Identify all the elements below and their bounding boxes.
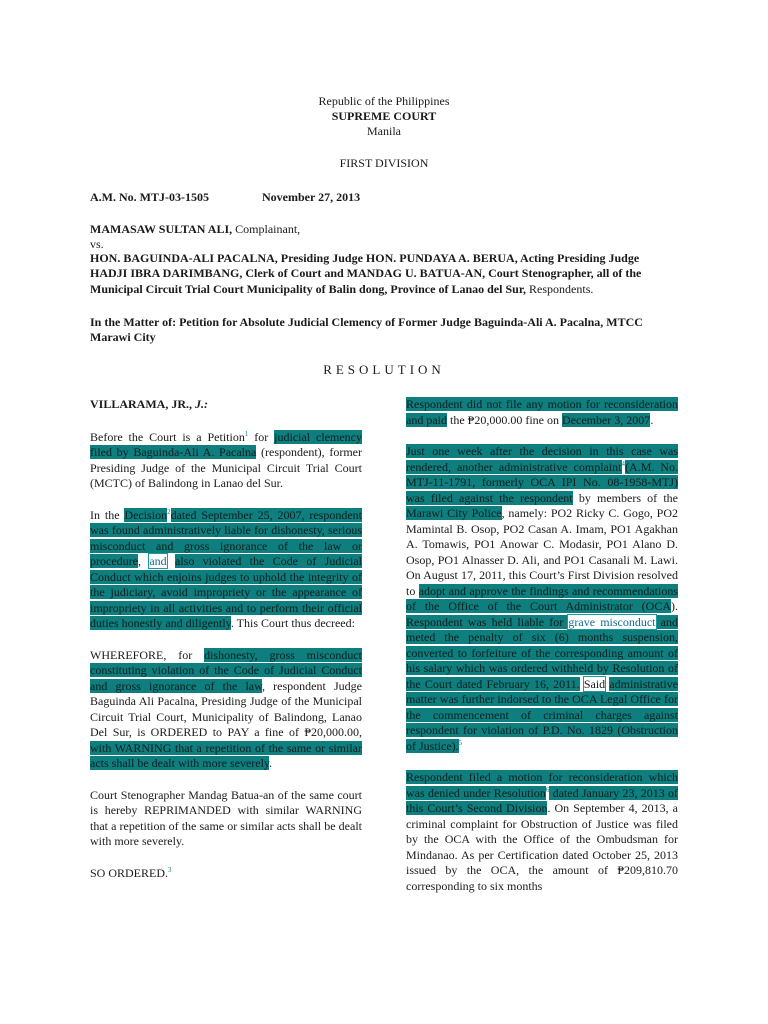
highlight: Respondent was held liable for [406,614,569,629]
versus: vs. [90,237,104,251]
text-segment: , [137,554,150,568]
text-segment: Before the Court is a Petition [90,429,245,444]
text-segment: ). [671,599,678,613]
text-segment [167,554,175,568]
highlight: Decision [124,507,168,522]
ponente-name: VILLARAMA, JR., [90,397,192,411]
text-segment: In the [90,507,125,522]
respondents-line-2: HADJI IBRA DARIMBANG, Clerk of Court and MANDAG U. BATUA-AN, Court Stenographer, all of the [90,266,642,280]
highlight-outlined: grave misconduct [568,614,656,629]
highlight-outlined: Said [583,676,606,691]
case-date: November 27, 2013 [262,190,361,204]
text-segment: . This Court thus decreed: [230,616,355,630]
highlight: dated September 25, 2007, respondent was found administratively liable for dishonesty, serious misconduct and gross ignorance of the law or procedure [90,507,362,568]
footnote-ref[interactable]: 2 [167,507,171,516]
respondents-role: Respondents. [526,282,594,296]
ponente-suffix: J.: [195,397,208,411]
division-line: FIRST DIVISION [339,156,429,170]
city-line: Manila [367,124,401,138]
text-segment: . [650,412,654,427]
right-column [406,397,678,910]
highlight: Respondent did not file any motion for reconsideration and paid [406,397,678,427]
ponente [90,397,362,413]
highlight: dated January 23, 2013 of this Court’s Second Division [406,785,678,815]
highlight: with WARNING that a repetition of the same or similar acts shall be dealt with more severely [90,740,362,770]
footnote-ref[interactable]: 5 [458,738,463,747]
complainant-role: Complainant, [232,222,301,236]
complainant [90,222,300,238]
matter-line-1: In the Matter of: Petition for Absolute Judicial Clemency of Former Judge Baguinda-Ali A. Pacalna, MTCC [90,315,643,329]
paragraph-reprimand: Court Stenographer Mandag Batua-an of the same court is hereby REPRIMANDED with similar WARNING that a repetition of the same or similar acts shall be dealt with more severely. [90,787,362,848]
respondents-line-3 [90,282,593,298]
highlight: adopt and approve the findings and recommendations of the Office of the Court Administrator (OCA [406,583,678,613]
highlight: and meted the penalty of six (6) months suspension, converted to forfeiture of the corresponding amount of his salary which was ordered withheld by Resolution of the Court dated February 16, 2011. [406,614,678,691]
respondents-municipality: Municipal Circuit Trial Court Municipality of Balin dong, Province of Lanao del Sur, [90,282,527,296]
text-segment: . [269,756,273,770]
text-segment: , namely: PO2 Ricky C. Gogo, PO2 Mamintal B. Osop, PO2 Casan A. Imam, PO1 Agakhan A. Tomawis, PO1 Anowar C. Modasir, PO1 Alano D. Osop, PO1 Alnasser D. Ali, and PO1 Casanali M. Lawi. On August 17, 2011, this Court’s First Division resolved to [406,506,679,598]
footnote-ref[interactable]: 3 [168,865,172,874]
highlight: Just one week after the decision in this case was rendered, another administrative complaint [406,444,678,474]
case-number: A.M. No. MTJ-03-1505 [90,190,209,204]
matter-line-2: Marawi City [90,330,156,344]
highlight-outlined: and [149,554,167,568]
paragraph-wherefore [90,648,362,772]
highlight: also violated the Code of Judicial Conduct which enjoins judges to uphold the integrity of the judiciary, avoid impropriety or the appearance of impropriety in all activities and to perform their official duties honestly and diligently [90,554,363,630]
court-name: SUPREME COURT [331,109,437,123]
paragraph-so-ordered [90,866,362,882]
footnote-ref[interactable]: 1 [244,429,249,438]
text-segment: WHEREFORE, for [90,647,205,662]
resolution-title: RESOLUTION [323,362,445,377]
complainant-name: MAMASAW SULTAN ALI, [90,222,233,236]
left-column [90,397,362,897]
text-segment: , respondent Judge Baguinda Ali Pacalna, Presiding Judge of the Municipal Circuit Trial Court, Municipality of Balindong, Lanao Del Sur, is ORDERED to PAY a fine of ₱20,000.00, [90,678,362,739]
text-segment: (respondent), former Presiding Judge of the Municipal Circuit Trial Court (MCTC) of Balindong in Lanao del Sur. [90,445,362,490]
highlight: Respondent filed a motion for reconsideration which was denied under Resolution [406,770,678,800]
paragraph-decision [90,508,362,632]
footnote-ref[interactable]: 4 [621,459,626,468]
highlight: administrative matter was further indorsed to the OCA Legal Office for the commencement of criminal charges against respondent for violation of P.D. No. 1829 (Obstruction of Justice). [406,676,679,753]
text-segment: SO ORDERED. [90,865,169,880]
text-segment: by members of the [572,490,678,505]
paragraph-no-motion [406,397,678,428]
highlight: December 3, 2007 [562,412,651,427]
highlight: (A.M. No. MTJ-11-1791, formerly OCA IPI No. 08-1958-MTJ) was filed against the respondent [406,459,679,505]
highlight: judicial clemency filed by Baguinda-Ali A. Pacalna [90,429,362,459]
text-segment: the ₱20,000.00 fine on [447,412,562,427]
paragraph-motion-denied [406,770,678,894]
highlight: Marawi City Police [406,506,502,520]
republic-line: Republic of the Philippines [318,94,450,108]
text-segment: . On September 4, 2013, a criminal complaint for Obstruction of Justice was filed by the OCA with the Office of the Ombudsman for Mindanao. As per Certification dated October 25, 2013 issued by the OCA, the amount of ₱209,810.70 corresponding to six months [406,801,678,893]
footnote-ref[interactable]: 6 [545,785,550,794]
respondents-line-1: HON. BAGUINDA-ALI PACALNA, Presiding Judge HON. PUNDAYA A. BERUA, Acting Presiding Judge [90,251,640,265]
highlight: dishonesty, gross misconduct constituting violation of the Code of Judicial Conduct and gross ignorance of the law [90,647,363,693]
paragraph-another-complaint [406,444,678,754]
paragraph-petition [90,430,362,492]
text-segment: for [248,429,275,444]
